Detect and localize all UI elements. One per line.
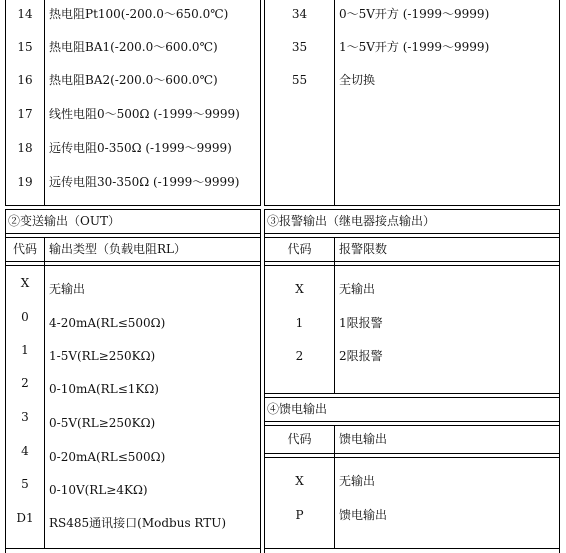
code-cell: 4 [21,444,29,458]
code-cell: 3 [21,410,29,424]
code-cell: 35 [291,40,308,54]
type-cell: 热电阻Pt100(-200.0～650.0℃) [49,7,229,21]
code-cell: 14 [17,7,33,21]
type-cell: 0～5V开方 (-1999～9999) [339,7,490,21]
code-cell: 16 [17,73,33,87]
code-cell: 18 [17,141,33,155]
code-cell: 5 [21,477,29,491]
type-cell: 2限报警 [339,349,383,363]
type-cell: 1～5V开方 (-1999～9999) [339,40,490,54]
column-header-type: 输出类型（负载电阻RL） [49,242,187,256]
column-header-code: 代码 [12,242,37,256]
code-cell: 15 [17,40,33,54]
type-cell: 全切换 [339,73,376,87]
type-cell: 1限报警 [339,316,383,330]
column-header-code: 代码 [287,432,312,446]
code-cell: 19 [17,175,33,189]
column-header-code: 代码 [287,242,312,256]
column-header-type: 报警限数 [339,242,388,256]
code-cell: X [20,276,30,290]
section-title: ③报警输出（继电器接点输出） [267,214,436,228]
code-cell: X [295,474,304,488]
code-cell: 34 [291,7,308,21]
code-cell: 1 [21,343,29,357]
code-cell: D1 [16,511,34,525]
type-cell: 远传电阻0-350Ω (-1999～9999) [49,141,232,155]
code-cell: 55 [291,73,308,87]
type-cell: 0-10mA(RL≤1KΩ) [49,382,159,396]
code-cell: 2 [295,349,304,363]
type-cell: 馈电输出 [339,508,388,522]
type-cell: 0-20mA(RL≤500Ω) [49,450,166,464]
type-cell: 1-5V(RL≥250KΩ) [49,349,156,363]
type-cell: 无输出 [339,282,376,296]
section-title: ④馈电输出 [267,402,328,416]
code-cell: X [295,282,304,296]
code-cell: P [295,508,304,522]
type-cell: 热电阻BA2(-200.0～600.0℃) [49,73,218,87]
code-cell: 1 [295,316,304,330]
type-cell: 无输出 [339,474,376,488]
code-cell: 0 [21,310,29,324]
type-cell: 0-10V(RL≥4KΩ) [49,483,148,497]
type-cell: 远传电阻30-350Ω (-1999～9999) [49,175,240,189]
type-cell: RS485通讯接口(Modbus RTU) [49,516,227,530]
code-cell: 2 [21,376,29,390]
type-cell: 0-5V(RL≥250KΩ) [49,416,156,430]
type-cell: 4-20mA(RL≤500Ω) [49,316,166,330]
code-cell: 17 [17,107,33,121]
section-title: ②变送输出（OUT） [8,214,120,228]
type-cell: 热电阻BA1(-200.0～600.0℃) [49,40,218,54]
type-cell: 线性电阻0～500Ω (-1999～9999) [49,107,240,121]
column-header-type: 馈电输出 [339,432,388,446]
type-cell: 无输出 [49,282,86,296]
